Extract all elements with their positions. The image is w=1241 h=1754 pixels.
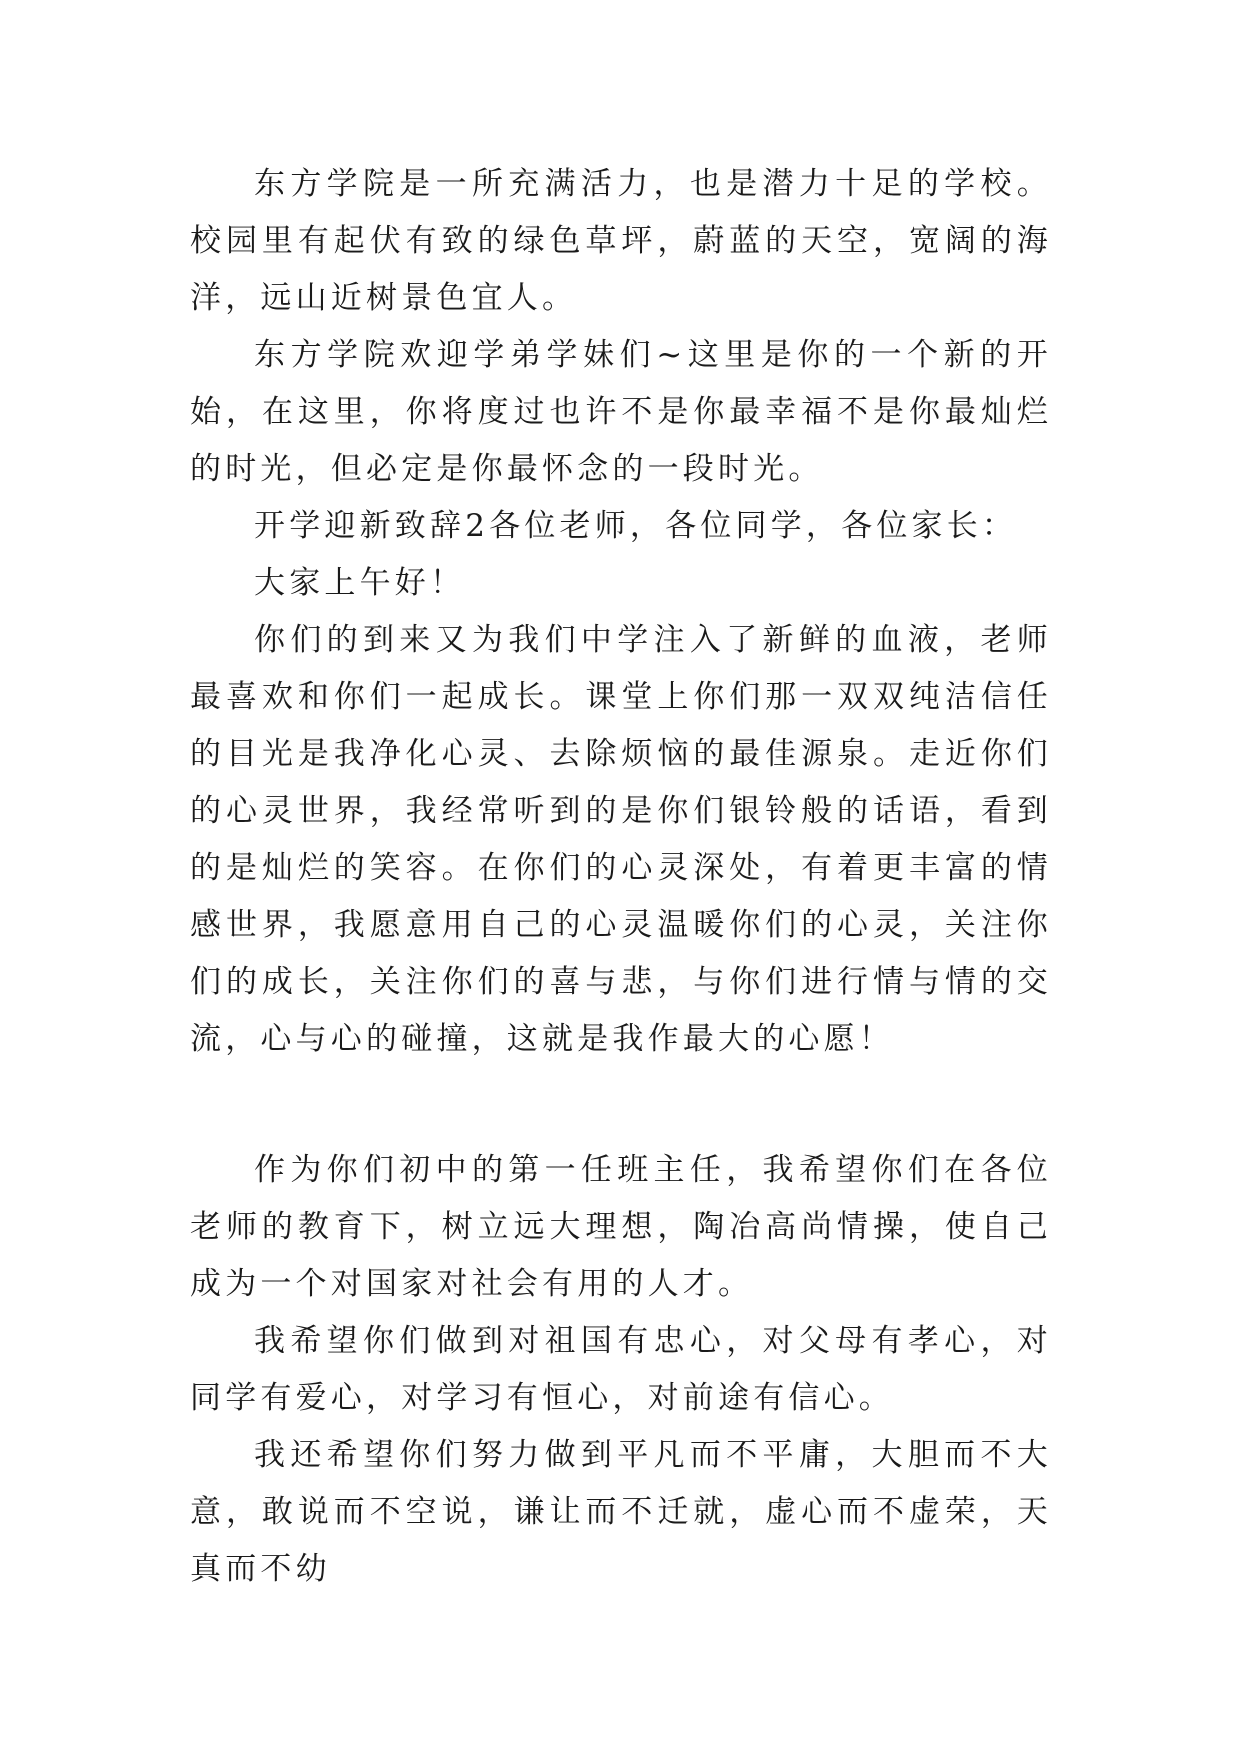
paragraph-further-hope: 我还希望你们努力做到平凡而不平庸，大胆而不大意，敢说而不空说，谦让而不迁就，虚心而不虚荣，天真而不幼 bbox=[190, 1437, 1052, 1587]
paragraph-five-hearts: 我希望你们做到对祖国有忠心，对父母有孝心，对同学有爱心，对学习有恒心，对前途有信心。 bbox=[190, 1323, 1052, 1416]
paragraph-speech-title: 开学迎新致辞2各位老师，各位同学，各位家长： bbox=[254, 508, 1018, 544]
paragraph-greeting: 大家上午好！ bbox=[254, 565, 466, 601]
paragraph-welcome: 东方学院欢迎学弟学妹们~这里是你的一个新的开始，在这里，你将度过也许不是你最幸福不是你最灿烂的时光，但必定是你最怀念的一段时光。 bbox=[190, 337, 1052, 487]
paragraph-teacher-message: 你们的到来又为我们中学注入了新鲜的血液，老师最喜欢和你们一起成长。课堂上你们那一双双纯洁信任的目光是我净化心灵、去除烦恼的最佳源泉。走近你们的心灵世界，我经常听到的是你们银铃般的话语，看到的是灿烂的笑容。在你们的心灵深处，有着更丰富的情感世界，我愿意用自己的心灵温暖你们的心灵，关注你们的成长，关注你们的喜与悲，与你们进行情与情的交流，心与心的碰撞，这就是我作最大的心愿！ bbox=[190, 622, 1052, 1057]
text-block-bottom bbox=[190, 1142, 1052, 1598]
paragraph-class-teacher-hope: 作为你们初中的第一任班主任，我希望你们在各位老师的教育下，树立远大理想，陶冶高尚情操，使自己成为一个对国家对社会有用的人才。 bbox=[190, 1152, 1052, 1302]
text-block-top bbox=[190, 156, 1052, 1068]
paragraph-campus-intro: 东方学院是一所充满活力，也是潜力十足的学校。校园里有起伏有致的绿色草坪，蔚蓝的天空，宽阔的海洋，远山近树景色宜人。 bbox=[190, 166, 1052, 316]
